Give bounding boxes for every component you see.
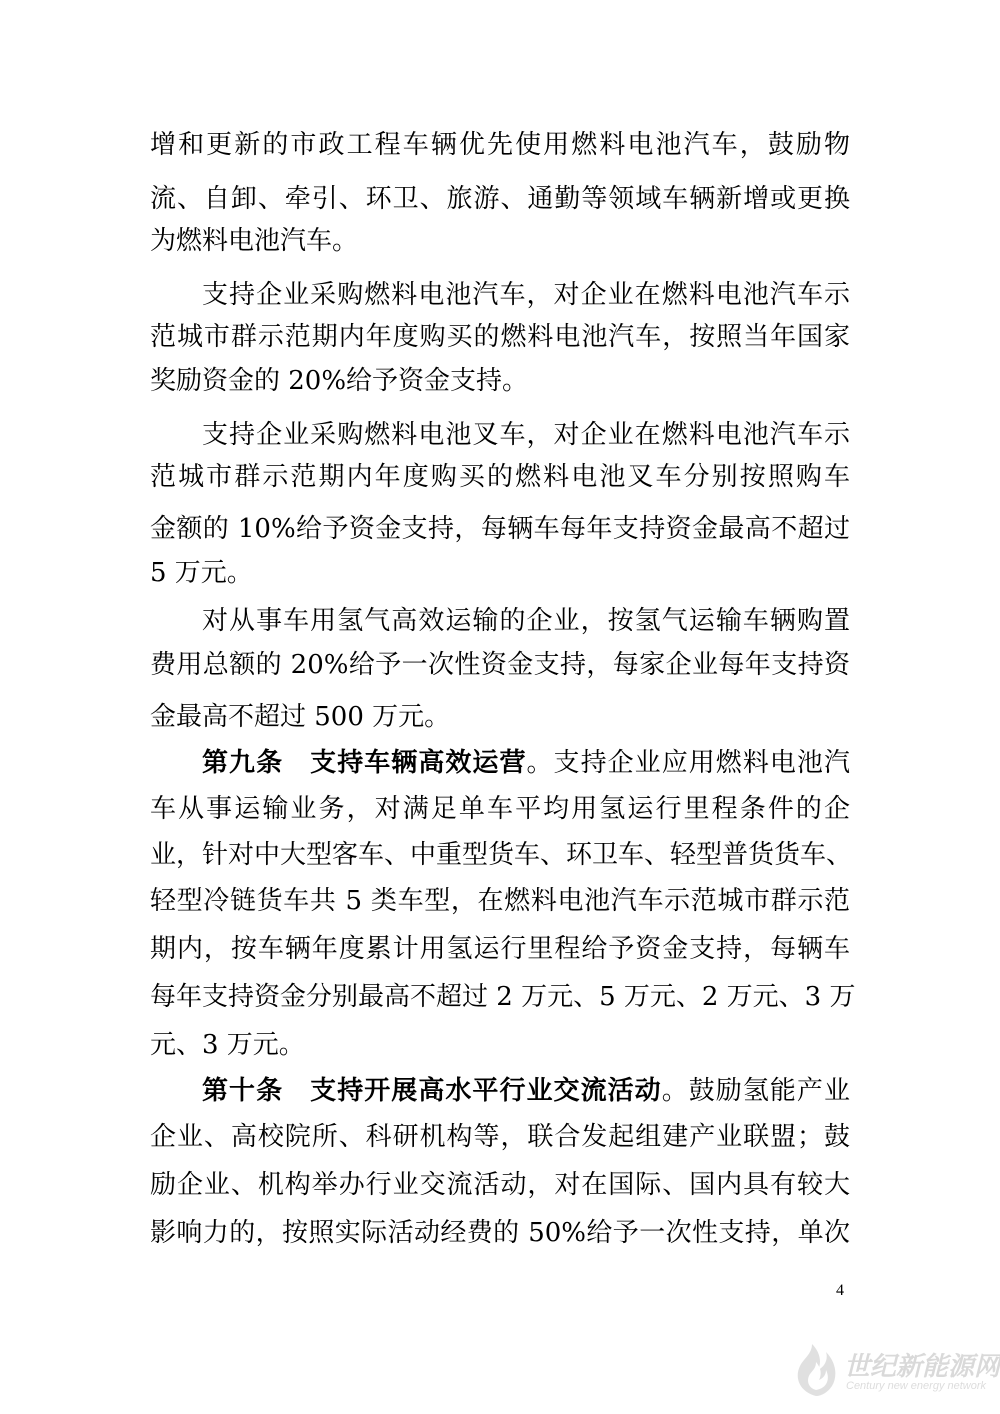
flame-logo-icon — [786, 1340, 846, 1400]
article-body: 。鼓励氢能产业 — [661, 1076, 850, 1106]
text-line: 奖励资金的 20%给予资金支持。 — [150, 366, 529, 396]
text-line: 金最高不超过 500 万元。 — [150, 702, 451, 732]
article-body: 。支持企业应用燃料电池汽 — [526, 748, 850, 778]
text-line: 增和更新的市政工程车辆优先使用燃料电池汽车，鼓励物 — [150, 130, 850, 160]
text-line: 影响力的，按照实际活动经费的 50%给予一次性支持，单次 — [150, 1218, 850, 1248]
article-ten-heading-line — [202, 1076, 850, 1106]
article-nine-heading-line — [202, 748, 850, 778]
article-title: 支持开展高水平行业交流活动 — [309, 1076, 662, 1106]
text-line: 5 万元。 — [150, 558, 253, 588]
text-line: 车从事运输业务，对满足单车平均用氢运行里程条件的企 — [150, 794, 850, 824]
text-line: 业，针对中大型客车、中重型货车、环卫车、轻型普货货车、 — [150, 840, 853, 870]
text-line: 企业、高校院所、科研机构等，联合发起组建产业联盟；鼓 — [150, 1122, 850, 1152]
text-line: 支持企业采购燃料电池叉车，对企业在燃料电池汽车示 — [202, 420, 850, 450]
text-line: 金额的 10%给予资金支持，每辆车每年支持资金最高不超过 — [150, 514, 850, 544]
text-line: 励企业、机构举办行业交流活动，对在国际、国内具有较大 — [150, 1170, 850, 1200]
text-line: 范城市群示范期内年度购买的燃料电池汽车，按照当年国家 — [150, 322, 850, 352]
article-number: 第十条 — [202, 1076, 284, 1106]
text-line: 流、自卸、牵引、环卫、旅游、通勤等领域车辆新增或更换 — [150, 184, 850, 214]
page-number: 4 — [836, 1282, 844, 1299]
watermark — [786, 1340, 1000, 1406]
text-line: 对从事车用氢气高效运输的企业，按氢气运输车辆购置 — [202, 606, 850, 636]
text-line: 每年支持资金分别最高不超过 2 万元、5 万元、2 万元、3 万 — [150, 982, 856, 1012]
text-line: 期内，按车辆年度累计用氢运行里程给予资金支持，每辆车 — [150, 934, 850, 964]
article-title: 支持车辆高效运营 — [309, 748, 527, 778]
text-line: 为燃料电池汽车。 — [150, 226, 359, 256]
watermark-name: 世纪新能源网 — [844, 1352, 1000, 1382]
text-line: 费用总额的 20%给予一次性资金支持，每家企业每年支持资 — [150, 650, 850, 680]
text-line: 轻型冷链货车共 5 类车型，在燃料电池汽车示范城市群示范 — [150, 886, 850, 916]
text-line: 范城市群示范期内年度购买的燃料电池叉车分别按照购车 — [150, 462, 850, 492]
watermark-subtitle: Century new energy network — [846, 1380, 987, 1392]
text-line: 支持企业采购燃料电池汽车，对企业在燃料电池汽车示 — [202, 280, 850, 310]
article-number: 第九条 — [202, 748, 284, 778]
text-line: 元、3 万元。 — [150, 1030, 305, 1060]
